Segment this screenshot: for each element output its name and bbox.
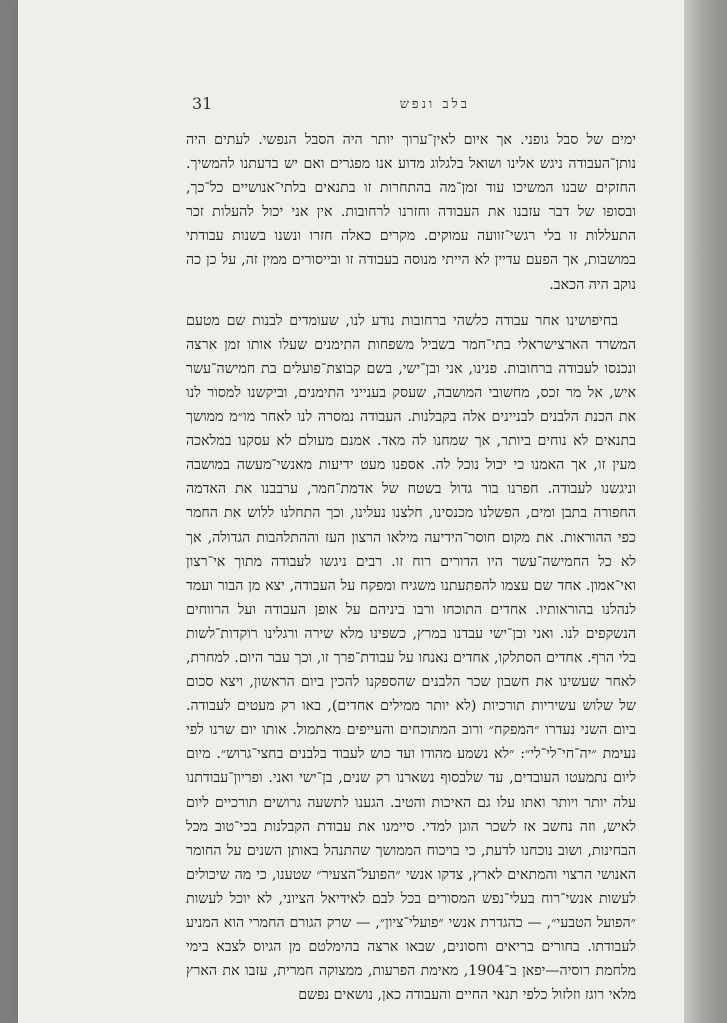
book-page [18, 0, 684, 1023]
paragraph: בחיפושינו אחר עבודה כלשהי ברחובות נודע לנו, שעומדים לבנות שם מטעם המשרד הארצישראלי בתי־חמר בשביל משפחות התימנים שעלו אותו זמן ארצה ונכנסו לעבודה ברחובות. פנינו, אני ובן־ישי, בשם קבוצת־פועלים בת חמישה־עשר איש, אל מר זכס, מחשובי המושבה, שעסק בענייני התימנים, וביקשנו למסור לנו את הכנת הלבנים לבניינים אלה בקבלנות. העבודה נמסרה לנו לאחר מו״מ ממושך בתנאים לא נוחים ביותר, אך שמחנו לה מאד. אמנם מעולם לא עסקנו במלאכה מעין זו, אך האמנו כי יכול נוכל לה. אספנו מעט ידיעות מאנשי־מעשה במושבה וניגשנו לעבודה. חפרנו בור גדול בשטח של אדמת־חמר, ערבבנו את האדמה החפורה בתבן ומים, הפשלנו מכנסינו, חלצנו נעלינו, וכך התחלנו ללוש את החמר כפי ההוראות. את מקום חוסר־הידיעה מילאו הרצון העז וההתלהבות הגדולה, אך לא כל החמישה־עשר היו הדורים רוח זו. רבים ניגשו לעבודה מתוך אי־רצון ואי־אמון. אחד שם עצמו להפתעתנו משגיח ומפקח על העבודה, יצא מן הבור ועמד לנהלנו בהוראותיו. אחדים התוכחו ורבו ביניהם על אופן העבודה ועל הרווחים הנשקפים לנו. ואני ובן־ישי עבדנו במרץ, כשפינו מלא שירה ורגלינו רוקדות־לשות בלי הרף. אחדים הסתלקו, אחדים נאנחו על עבודת־פרך זו, וכך עבר היום. למחרת, לאחר שעשינו את חשבון שכר הלבנים שהספקנו להכין ביום הראשון, ויצא סכום של שלוש עשיריות תורכיות (לא יותר ממילים אחדים), באו רק מעטים לעבודה. ביום השני נעדרו ״המפקח״ ורוב המתוכחים והעייפים מאתמול. אותו יום שרנו לפי נעימת ״יה־חי־לי־לי״: ״לא נשמע מהודו ועד כוש לעבוד בלבנים בחצי־גרוש״. מיום ליום נתמעטו העובדים, עד שלבסוף נשארנו רק שנים, בן־ישי ואני. ופריון־עבודתנו עלה יותר ויותר ואתו עלו גם האיכות והטיב. הגענו לתשעה גרושים תורכיים ליום לאיש, וזה נחשב אז לשכר הוגן למדי. סיימנו את עבודת הקבלנות בכי־טוב מכל הבחינות, ושוב נוכחנו לדעת, כי בויכוח הממושך שהתנהל באותן השנים על החומר האנושי הרצוי והמתאים לארץ, צדקו אנשי ״הפועל־הצעיר״ שטענו, כי מה שיכולים לעשות אנשי־רוח בעלי־נפש המסורים בכל לבם לאידיאל הציוני, לא יוכל לעשות ״הפועל הטבעי״, — כהגדרת אנשי ״פועלי־ציון״, — שרק הגורם החמרי הוא המניע לעבודתו. בחורים בריאים וחסונים, שבאו ארצה בהימלטם מן הגיוס לצבא בימי מלחמת רוסיה—יפאן ב־1904, מאימת הפרעות, ממצוקה חמרית, עזבו את הארץ מלאי רוגז וזלזול כלפי תנאי החיים והעבודה כאן, נושאים נפשם [186, 312, 636, 1004]
page-header [178, 96, 628, 118]
page-number: 31 [192, 94, 213, 113]
running-title: בלב ונפש [399, 97, 470, 112]
page-edge-shadow [684, 0, 727, 1023]
paragraph: ימים של סבל גופני. אך איום לאין־ערוך יותר היה הסבל הנפשי. לעתים היה נותן־העבודה ניגש אלינו ושואל בלגלוג מדוע אנו מפגרים ואם יש בדעתנו להמשיך. החזקים שבנו המשיכו עוד זמן־מה בהתחרות זו בתנאים בלתי־אנושיים כל־כך, ובסופו של דבר עזבנו את העבודה וחזרנו לרחובות. אין אני יכול להעלות זכר התעללות זו בלי רגשי־זוועה עמוקים. מקרים כאלה חזרו ונשנו בשנות עבודתי במושבות, אך הפעם עדיין לא הייתי מנוסה בעבודה זו ובייסורים ממין זה, על כן כה נוקב היה הכאב. [186, 132, 637, 293]
body-text [186, 128, 636, 1007]
